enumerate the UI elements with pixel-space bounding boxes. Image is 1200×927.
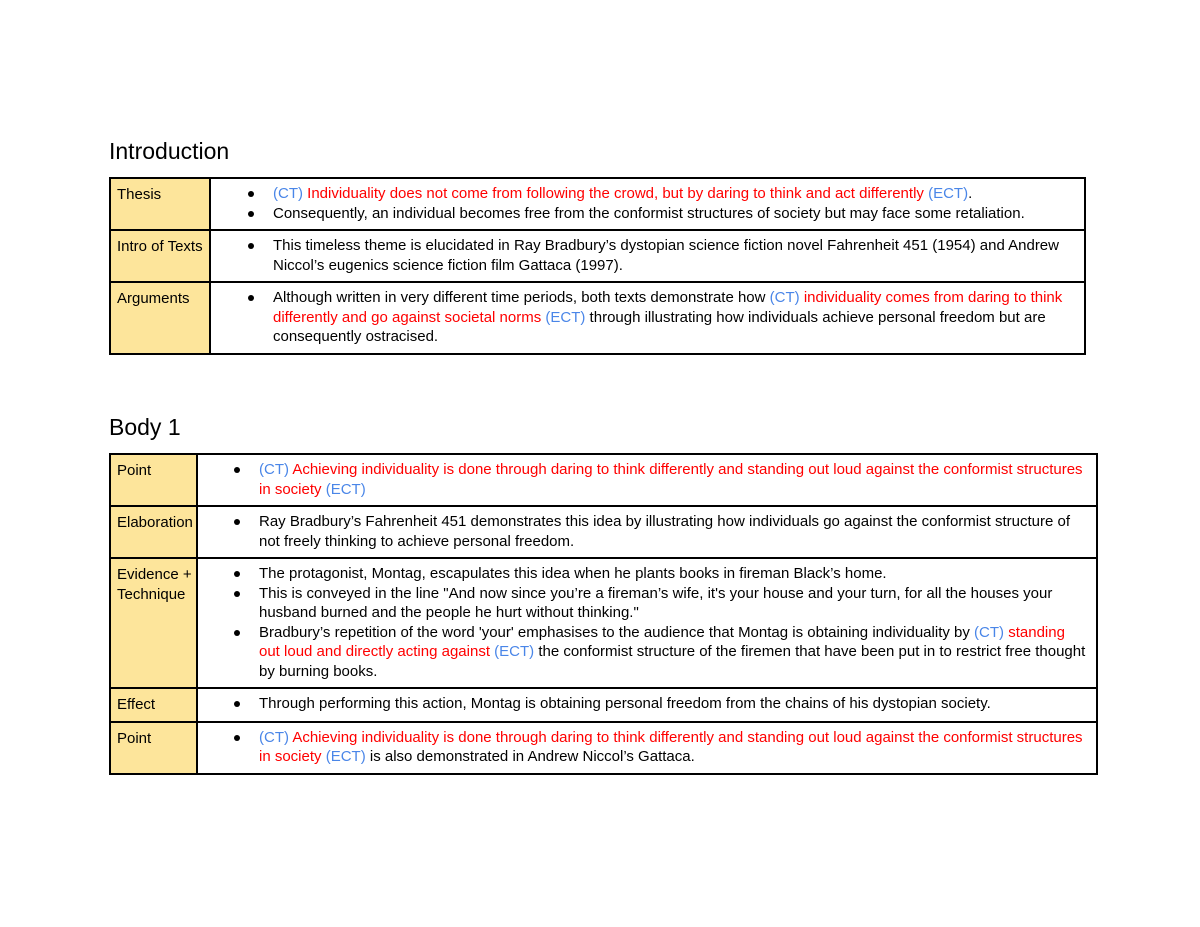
row-content	[197, 558, 1097, 688]
bullet-text: through illustrating how individuals achieve personal freedom but are consequently ostracised.	[273, 308, 1046, 345]
bullet-list	[211, 236, 1074, 275]
ct-marker: (CT)	[974, 623, 1005, 641]
bullet-text: Consequently, an individual becomes free from the conformist structures of society but may face some retaliation.	[273, 204, 1025, 222]
ct-marker: (CT)	[259, 461, 289, 478]
bullet-text: .	[968, 185, 973, 202]
table-row-point	[110, 454, 1097, 506]
table-row-effect	[110, 688, 1097, 722]
bullet-text: is also demonstrated in Andrew Niccol’s Gattaca.	[365, 748, 695, 765]
row-content	[210, 178, 1085, 230]
bullet-text: the conformist structure of the firemen that have been put in to restrict free thought by burning books.	[259, 643, 1086, 680]
row-label: Thesis	[110, 178, 210, 230]
bullet-point	[259, 512, 1086, 551]
table-row-thesis	[110, 178, 1085, 230]
table-row-elaboration	[110, 506, 1097, 558]
ect-marker: (ECT)	[545, 308, 586, 326]
claim-text: Achieving individuality is done through daring to think differently and standing out loud against the conformist structures in society	[259, 728, 1083, 765]
row-content	[210, 282, 1085, 354]
bullet-list	[198, 512, 1086, 551]
claim-text: Individuality does not come from following the crowd, but by daring to think and act differently	[303, 185, 929, 202]
bullet-point	[259, 564, 1086, 584]
row-content	[197, 506, 1097, 558]
bullet-text: This is conveyed in the line "And now since you’re a fireman’s wife, it's your house and your turn, for all the houses your husband burned and the people he hurt without thinking."	[259, 584, 1053, 621]
claim-text: individuality comes from daring to think differently and go against societal norms	[273, 289, 1063, 326]
table-row-arguments	[110, 282, 1085, 354]
bullet-point	[273, 288, 1074, 347]
bullet-list	[198, 694, 1086, 714]
row-label: Intro of Texts	[110, 230, 210, 282]
claim-text: standing out loud and directly acting against	[259, 623, 1065, 660]
ct-marker: (CT)	[259, 728, 289, 746]
bullet-list	[198, 564, 1086, 681]
bullet-text: Ray Bradbury’s Fahrenheit 451 demonstrates this idea by illustrating how individuals go against the conformist structure of not freely thinking to achieve personal freedom.	[259, 513, 1070, 550]
ect-marker: (ECT)	[494, 643, 535, 660]
row-content	[197, 688, 1097, 722]
bullet-text: Bradbury’s repetition of the word 'your' emphasises to the audience that Montag is obtaining individuality by	[259, 623, 975, 641]
row-label: Point	[110, 722, 197, 774]
introduction-table	[109, 177, 1086, 355]
row-label: Effect	[110, 688, 197, 722]
table-row-intro-of-texts	[110, 230, 1085, 282]
bullet-text: Through performing this action, Montag is obtaining personal freedom from the chains of his dystopian society.	[259, 695, 991, 712]
bullet-text: The protagonist, Montag, escapulates this idea when he plants books in fireman Black’s home.	[259, 565, 887, 582]
ect-marker: (ECT)	[325, 480, 366, 498]
bullet-point	[273, 184, 1074, 204]
introduction-heading: Introduction	[109, 138, 230, 164]
bullet-list	[211, 184, 1074, 223]
claim-text: Achieving individuality is done through daring to think differently and standing out loud against the conformist structures in society	[259, 461, 1083, 498]
bullet-list	[198, 728, 1086, 767]
table-row-point	[110, 722, 1097, 774]
row-content	[210, 230, 1085, 282]
bullet-list	[198, 460, 1086, 499]
bullet-point	[273, 204, 1074, 224]
row-label: Elaboration	[110, 506, 197, 558]
bullet-text: Although written in very different time periods, both texts demonstrate how	[273, 289, 770, 306]
bullet-point	[259, 623, 1086, 682]
ct-marker: (CT)	[273, 185, 303, 202]
table-row-evidence-technique	[110, 558, 1097, 688]
bullet-point	[259, 584, 1086, 623]
body1-heading: Body 1	[109, 414, 181, 440]
body1-table	[109, 453, 1098, 775]
row-content	[197, 722, 1097, 774]
row-label: Evidence + Technique	[110, 558, 197, 688]
row-label: Arguments	[110, 282, 210, 354]
bullet-list	[211, 288, 1074, 347]
ect-marker: (ECT)	[928, 185, 969, 202]
row-label: Point	[110, 454, 197, 506]
bullet-point	[273, 236, 1074, 275]
row-content	[197, 454, 1097, 506]
ect-marker: (ECT)	[325, 748, 366, 765]
ct-marker: (CT)	[769, 289, 800, 306]
bullet-text: This timeless theme is elucidated in Ray Bradbury’s dystopian science fiction novel Fahrenheit 451 (1954) and Andrew Niccol’s eugenics science fiction film Gattaca (1997).	[273, 237, 1059, 274]
bullet-point	[259, 728, 1086, 767]
bullet-point	[259, 694, 1086, 714]
bullet-point	[259, 460, 1086, 499]
